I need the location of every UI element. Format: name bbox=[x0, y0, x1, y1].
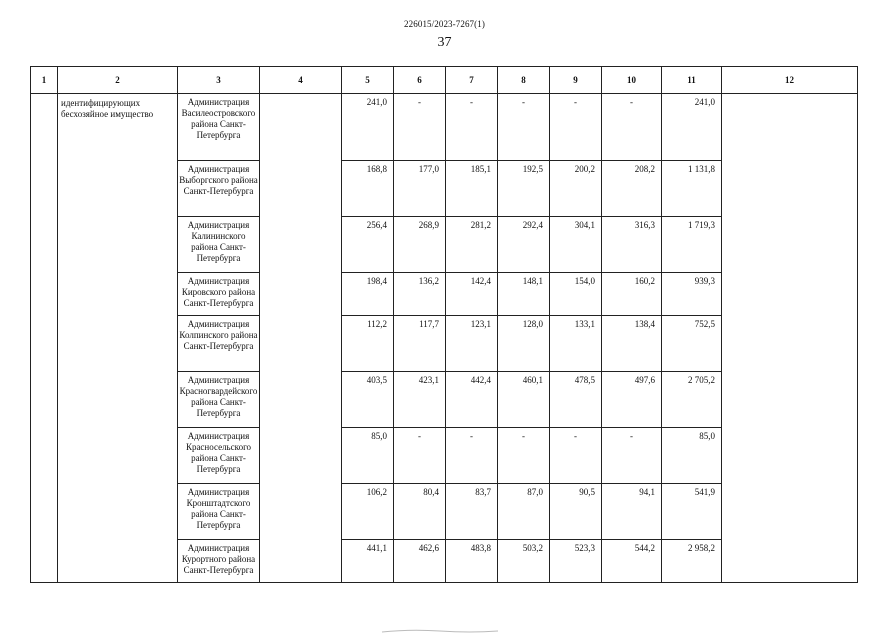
column-header-2: 2 bbox=[58, 67, 178, 94]
value-cell: 94,1 bbox=[602, 484, 662, 540]
administration-cell: Администрация Красносельского района Санкт-Петербурга bbox=[178, 428, 260, 484]
value-cell: 2 958,2 bbox=[662, 540, 722, 583]
value-cell: 148,1 bbox=[498, 273, 550, 316]
value-cell: 1 131,8 bbox=[662, 161, 722, 217]
value-cell: 241,0 bbox=[342, 94, 394, 161]
value-cell: 256,4 bbox=[342, 217, 394, 273]
value-cell: 90,5 bbox=[550, 484, 602, 540]
table-row bbox=[31, 94, 858, 161]
administration-cell: Администрация Курортного района Санкт-Петербурга bbox=[178, 540, 260, 583]
administration-cell: Администрация Калининского района Санкт-Петербурга bbox=[178, 217, 260, 273]
cell-col12 bbox=[722, 94, 858, 583]
value-cell: 128,0 bbox=[498, 316, 550, 372]
value-cell: 241,0 bbox=[662, 94, 722, 161]
value-cell: 478,5 bbox=[550, 372, 602, 428]
value-cell: 85,0 bbox=[342, 428, 394, 484]
value-cell: 316,3 bbox=[602, 217, 662, 273]
value-cell: 80,4 bbox=[394, 484, 446, 540]
value-cell: - bbox=[498, 94, 550, 161]
column-header-4: 4 bbox=[260, 67, 342, 94]
value-cell: 133,1 bbox=[550, 316, 602, 372]
value-cell: 939,3 bbox=[662, 273, 722, 316]
column-header-12: 12 bbox=[722, 67, 858, 94]
value-cell: 483,8 bbox=[446, 540, 498, 583]
value-cell: 497,6 bbox=[602, 372, 662, 428]
value-cell: 177,0 bbox=[394, 161, 446, 217]
value-cell: - bbox=[550, 94, 602, 161]
value-cell: 503,2 bbox=[498, 540, 550, 583]
column-header-7: 7 bbox=[446, 67, 498, 94]
administration-cell: Администрация Колпинского района Санкт-Петербурга bbox=[178, 316, 260, 372]
header-row bbox=[31, 67, 858, 94]
value-cell: 168,8 bbox=[342, 161, 394, 217]
value-cell: - bbox=[446, 94, 498, 161]
column-header-10: 10 bbox=[602, 67, 662, 94]
cell-col4 bbox=[260, 94, 342, 583]
administration-cell: Администрация Выборгского района Санкт-Петербурга bbox=[178, 161, 260, 217]
value-cell: 200,2 bbox=[550, 161, 602, 217]
value-cell: - bbox=[498, 428, 550, 484]
value-cell: 185,1 bbox=[446, 161, 498, 217]
value-cell: 85,0 bbox=[662, 428, 722, 484]
administration-cell: Администрация Василеостровского района Санкт-Петербурга bbox=[178, 94, 260, 161]
value-cell: 192,5 bbox=[498, 161, 550, 217]
column-header-6: 6 bbox=[394, 67, 446, 94]
value-cell: 268,9 bbox=[394, 217, 446, 273]
value-cell: 154,0 bbox=[550, 273, 602, 316]
value-cell: 281,2 bbox=[446, 217, 498, 273]
value-cell: 87,0 bbox=[498, 484, 550, 540]
column-header-3: 3 bbox=[178, 67, 260, 94]
value-cell: 1 719,3 bbox=[662, 217, 722, 273]
document-number: 226015/2023-7267(1) bbox=[404, 19, 485, 29]
value-cell: 160,2 bbox=[602, 273, 662, 316]
value-cell: - bbox=[602, 94, 662, 161]
column-header-8: 8 bbox=[498, 67, 550, 94]
page-number: 37 bbox=[437, 35, 452, 50]
value-cell: 142,4 bbox=[446, 273, 498, 316]
value-cell: 106,2 bbox=[342, 484, 394, 540]
column-header-5: 5 bbox=[342, 67, 394, 94]
value-cell: 136,2 bbox=[394, 273, 446, 316]
value-cell: - bbox=[446, 428, 498, 484]
value-cell: 304,1 bbox=[550, 217, 602, 273]
purpose-cell: идентифицирующих бесхозяйное имущество bbox=[58, 94, 178, 583]
value-cell: 83,7 bbox=[446, 484, 498, 540]
budget-table bbox=[30, 66, 858, 583]
table-body bbox=[31, 94, 858, 583]
administration-cell: Администрация Кировского района Санкт-Петербурга bbox=[178, 273, 260, 316]
value-cell: 752,5 bbox=[662, 316, 722, 372]
value-cell: - bbox=[602, 428, 662, 484]
column-header-11: 11 bbox=[662, 67, 722, 94]
scan-artifact bbox=[380, 628, 500, 634]
value-cell: 123,1 bbox=[446, 316, 498, 372]
cell-col1 bbox=[31, 94, 58, 583]
value-cell: 292,4 bbox=[498, 217, 550, 273]
value-cell: 112,2 bbox=[342, 316, 394, 372]
value-cell: 117,7 bbox=[394, 316, 446, 372]
column-header-1: 1 bbox=[31, 67, 58, 94]
value-cell: 523,3 bbox=[550, 540, 602, 583]
value-cell: 208,2 bbox=[602, 161, 662, 217]
administration-cell: Администрация Красногвардейского района Санкт-Петербурга bbox=[178, 372, 260, 428]
value-cell: 138,4 bbox=[602, 316, 662, 372]
value-cell: 403,5 bbox=[342, 372, 394, 428]
value-cell: - bbox=[394, 428, 446, 484]
value-cell: 2 705,2 bbox=[662, 372, 722, 428]
value-cell: 460,1 bbox=[498, 372, 550, 428]
value-cell: - bbox=[394, 94, 446, 161]
value-cell: 462,6 bbox=[394, 540, 446, 583]
administration-cell: Администрация Кронштадтского района Санкт-Петербурга bbox=[178, 484, 260, 540]
value-cell: 442,4 bbox=[446, 372, 498, 428]
value-cell: 423,1 bbox=[394, 372, 446, 428]
value-cell: 198,4 bbox=[342, 273, 394, 316]
value-cell: - bbox=[550, 428, 602, 484]
value-cell: 544,2 bbox=[602, 540, 662, 583]
value-cell: 541,9 bbox=[662, 484, 722, 540]
column-header-9: 9 bbox=[550, 67, 602, 94]
value-cell: 441,1 bbox=[342, 540, 394, 583]
